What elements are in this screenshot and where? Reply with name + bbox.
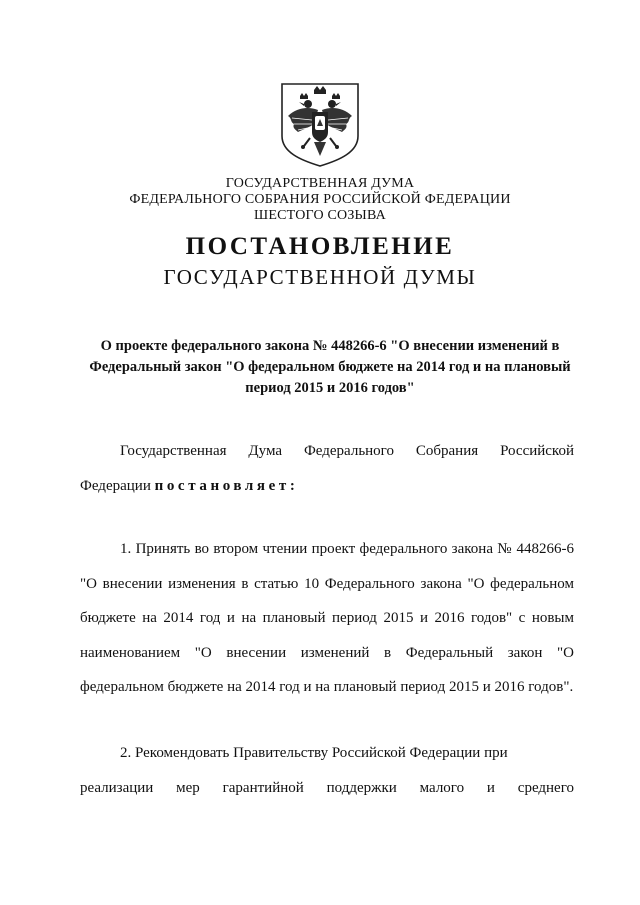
preamble-paragraph	[80, 434, 574, 503]
preamble-text: Государственная Дума Федерального Собрания Российской Федерации	[80, 443, 574, 494]
resolution-item-2-continuation: реализации мер гарантийной поддержки малого и среднего	[80, 779, 574, 796]
resolution-item-2-text: 2. Рекомендовать Правительству Российской Федерации при	[120, 745, 508, 761]
document-subject: О проекте федерального закона № 448266-6 "О внесении изменений в Федеральный закон "О федеральном бюджете на 2014 год и на плановый период 2015 и 2016 годов"	[89, 338, 571, 396]
document-type-title: ПОСТАНОВЛЕНИЕ	[185, 233, 455, 260]
resolution-item-2	[80, 736, 574, 805]
header-line-1: ГОСУДАРСТВЕННАЯ ДУМА	[225, 176, 415, 191]
document-org-title: ГОСУДАРСТВЕННОЙ ДУМЫ	[163, 265, 477, 289]
resolution-item-1-text: 1. Принять во втором чтении проект федерального закона № 448266-6 "О внесении изменения в статью 10 Федерального закона "О федеральном бюджете на 2014 год и на плановый период 2015 и 2016 годов" с новым наименованием "О внесении изменений в Федеральный закон "О федеральном бюджете на 2014 год и на плановый период 2015 и 2016 годов".	[80, 541, 574, 695]
header-line-2: ФЕДЕРАЛЬНОГО СОБРАНИЯ РОССИЙСКОЙ ФЕДЕРАЦИИ	[129, 192, 511, 207]
coat-of-arms-icon	[278, 80, 362, 168]
preamble-verb: постановляет:	[154, 477, 299, 494]
header-line-3: ШЕСТОГО СОЗЫВА	[254, 208, 386, 223]
resolution-item-1	[80, 532, 574, 705]
